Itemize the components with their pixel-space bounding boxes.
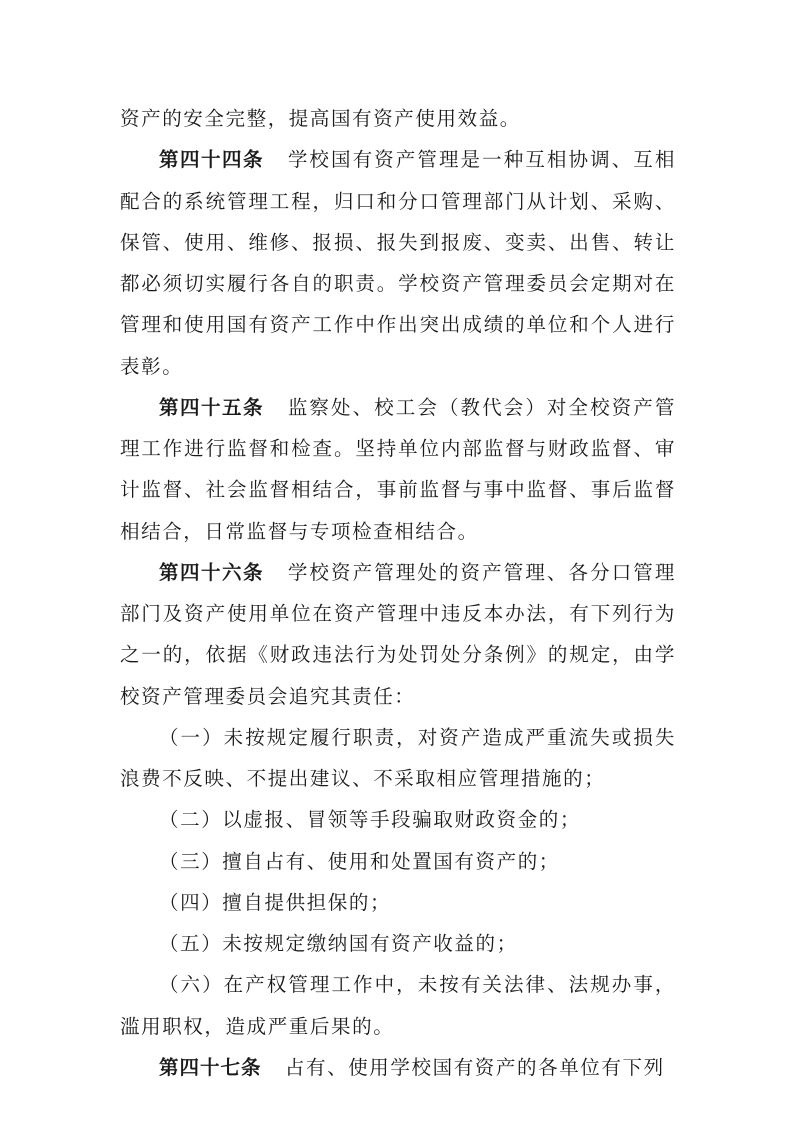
paragraph-text: 资产的安全完整，提高国有资产使用效益。 xyxy=(120,107,521,130)
list-item-text: （四）擅自提供担保的； xyxy=(159,890,392,914)
list-item-6 xyxy=(120,964,676,1047)
list-item-text: （一）未按规定履行职责，对资产造成严重流失或损失浪费不反映、不提出建议、不采取相应管理措施的； xyxy=(120,725,676,790)
article-45 xyxy=(120,387,676,552)
document-body xyxy=(120,98,676,1088)
list-item-text: （二）以虚报、冒领等手段骗取财政资金的； xyxy=(159,808,582,832)
list-item-text: （五）未按规定缴纳国有资产收益的； xyxy=(159,932,518,955)
article-46 xyxy=(120,552,676,717)
paragraph-text: 学校国有资产管理是一种互相协调、互相配合的系统管理工程，归口和分口管理部门从计划、采购、保管、使用、维修、报损、报失到报废、变卖、出售、转让都必须切实履行各自的职责。学校资产管理委员会定期对在管理和使用国有资产工作中作出突出成绩的单位和个人进行表彰。 xyxy=(120,148,676,378)
paragraph-continuation xyxy=(120,98,676,139)
article-number: 第四十六条 xyxy=(159,560,264,584)
list-item-text: （三）擅自占有、使用和处置国有资产的； xyxy=(159,849,560,873)
list-item-text: （六）在产权管理工作中，未按有关法律、法规办事，滥用职权，造成严重后果的。 xyxy=(120,973,676,1038)
list-item-1 xyxy=(120,717,676,800)
paragraph-text: 监察处、校工会（教代会）对全校资产管理工作进行监督和检查。坚持单位内部监督与财政监督、审计监督、社会监督相结合，事前监督与事中监督、事后监督相结合，日常监督与专项检查相结合。 xyxy=(120,395,676,543)
list-item-2 xyxy=(120,799,676,840)
list-item-3 xyxy=(120,841,676,882)
list-item-4 xyxy=(120,882,676,923)
article-number: 第四十四条 xyxy=(159,148,264,172)
article-47 xyxy=(120,1047,676,1088)
article-number: 第四十七条 xyxy=(159,1055,262,1079)
paragraph-text: 占有、使用学校国有资产的各单位有下列 xyxy=(284,1055,665,1079)
article-44 xyxy=(120,139,676,387)
list-item-5 xyxy=(120,923,676,964)
paragraph-text: 学校资产管理处的资产管理、各分口管理部门及资产使用单位在资产管理中违反本办法，有下列行为之一的，依据《财政违法行为处罚处分条例》的规定，由学校资产管理委员会追究其责任： xyxy=(120,560,676,708)
article-number: 第四十五条 xyxy=(159,395,264,419)
